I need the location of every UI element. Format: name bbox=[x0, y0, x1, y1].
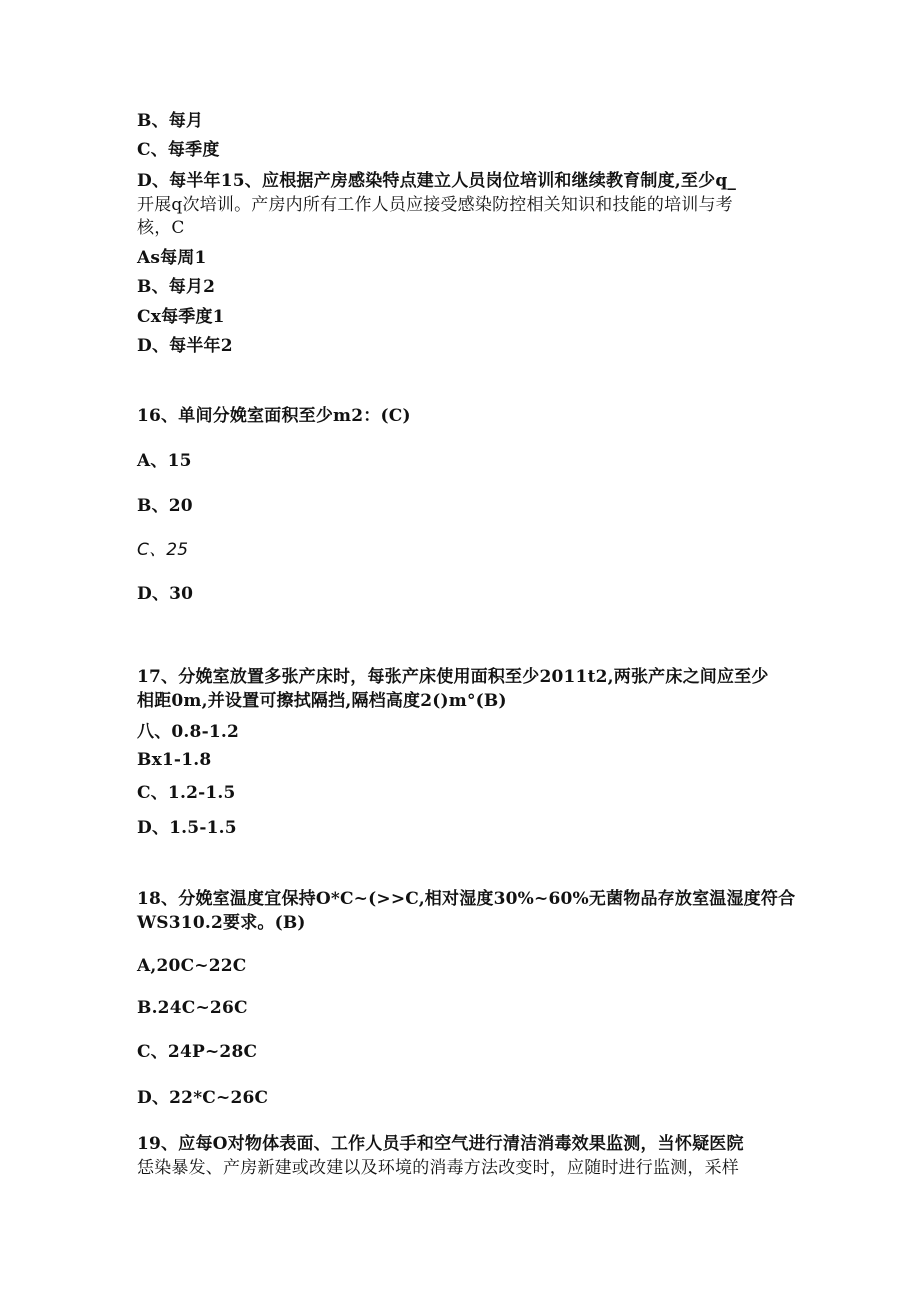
option-line: C、24P~28C bbox=[137, 1042, 258, 1062]
option-line: B、每月2 bbox=[137, 277, 216, 297]
question-line: 16、单间分娩室面积至少m2：(C) bbox=[137, 406, 411, 426]
question-line: 17、分娩室放置多张产床时，每张产床使用面积至少2011t2,两张产床之间应至少 bbox=[137, 667, 769, 687]
question-line: WS310.2要求。(B) bbox=[137, 913, 306, 933]
question-line: 开展q次培训。产房内所有工作人员应接受感染防控相关知识和技能的培训与考 bbox=[137, 195, 733, 215]
question-line: 19、应每O对物体表面、工作人员手和空气进行清洁消毒效果监测，当怀疑医院 bbox=[137, 1134, 744, 1154]
option-line: C、1.2-1.5 bbox=[137, 783, 236, 803]
option-line: B.24C~26C bbox=[137, 998, 248, 1018]
question-line: 相距0m,并设置可擦拭隔挡,隔档高度2()m°(B) bbox=[137, 691, 507, 711]
option-line: Bx1-1.8 bbox=[137, 750, 212, 770]
option-line: 八、0.8-1.2 bbox=[137, 722, 240, 742]
option-line: A、15 bbox=[137, 451, 192, 471]
option-line: C、25 bbox=[137, 540, 189, 560]
question-line: 18、分娩室温度宜保持O*C~(>>C,相对湿度30%~60%无菌物品存放室温湿度符合 bbox=[137, 889, 796, 909]
option-line: C、每季度 bbox=[137, 140, 220, 160]
option-line: B、每月 bbox=[137, 111, 204, 131]
option-line: D、每半年2 bbox=[137, 336, 233, 356]
option-line: Cx每季度1 bbox=[137, 307, 225, 327]
question-line: 核，C bbox=[137, 218, 185, 238]
option-line: D、30 bbox=[137, 584, 194, 604]
option-line: As每周1 bbox=[137, 248, 207, 268]
option-line: A,20C~22C bbox=[137, 956, 247, 976]
option-line: B、20 bbox=[137, 496, 193, 516]
question-line: D、每半年15、应根据产房感染特点建立人员岗位培训和继续教育制度,至少q_ bbox=[137, 171, 737, 191]
option-line: D、22*C~26C bbox=[137, 1088, 269, 1108]
option-line: D、1.5-1.5 bbox=[137, 818, 237, 838]
question-line: 恁染暴发、产房新建或改建以及环境的消毒方法改变时，应随时进行监测，采样 bbox=[137, 1158, 739, 1178]
